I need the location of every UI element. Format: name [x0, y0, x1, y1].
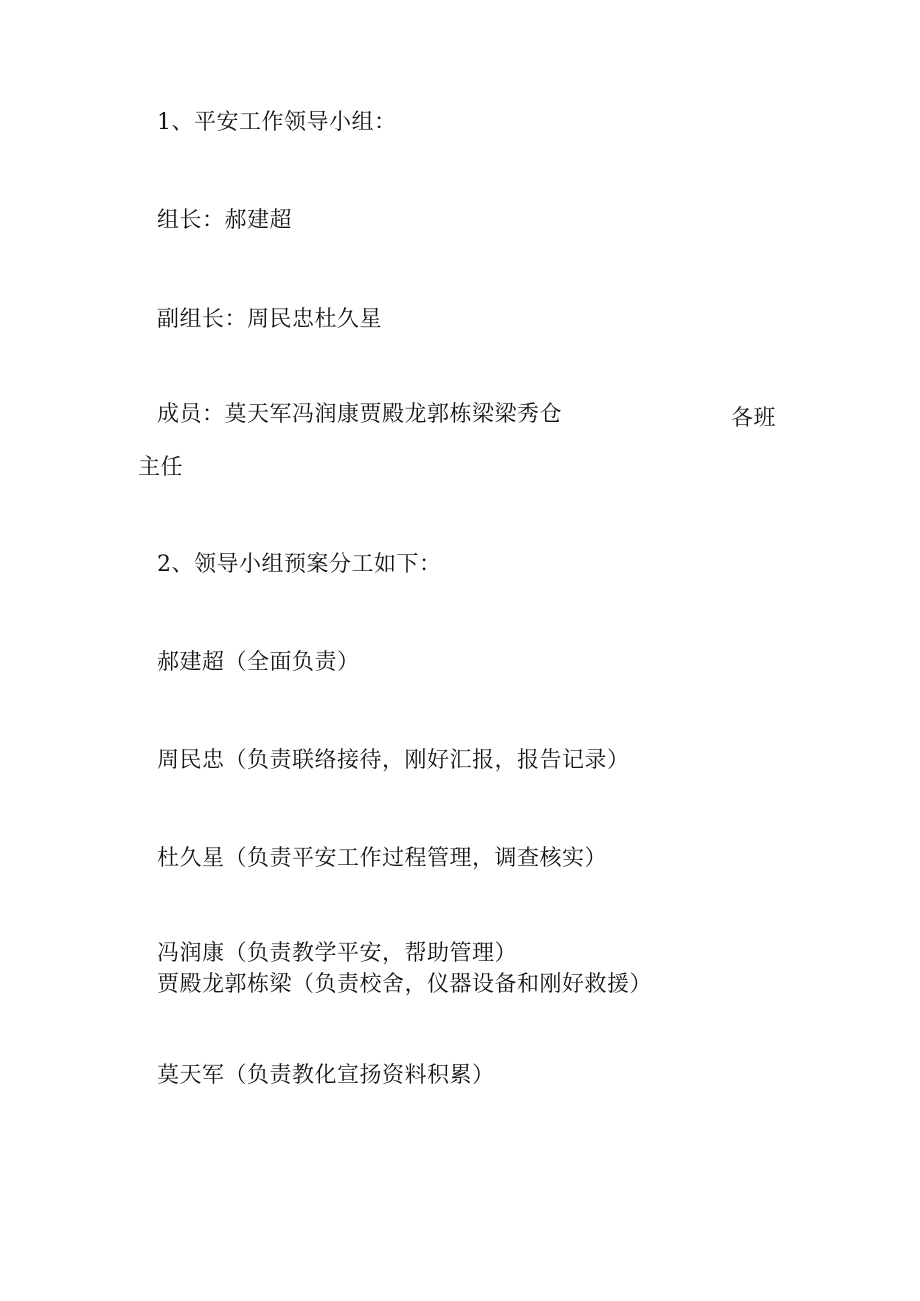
- section-heading-duty-division: 2、领导小组预案分工如下：: [157, 552, 442, 577]
- members-line-tail: 各班: [731, 406, 777, 431]
- duty-item: 周民忠（负责联络接待，刚好汇报，报告记录）: [157, 748, 630, 773]
- section-heading-leadership-group: 1、平安工作领导小组：: [157, 110, 397, 135]
- group-leader-line: 组长：郝建超: [157, 208, 293, 233]
- deputy-leaders-line: 副组长：周民忠杜久星: [157, 307, 383, 332]
- members-line-continued: 主任: [138, 455, 184, 480]
- duty-item: 莫天军（负责教化宣扬资料积累）: [157, 1063, 495, 1088]
- duty-item: 贾殿龙郭栋梁（负责校舍，仪器设备和刚好救援）: [157, 972, 653, 997]
- members-line: 成员：莫天军冯润康贾殿龙郭栋梁梁秀仓: [157, 402, 563, 427]
- duty-item: 郝建超（全面负责）: [157, 650, 360, 675]
- duty-item: 杜久星（负责平安工作过程管理，调查核实）: [157, 846, 608, 871]
- duty-item: 冯润康（负责教学平安，帮助管理）: [157, 941, 518, 966]
